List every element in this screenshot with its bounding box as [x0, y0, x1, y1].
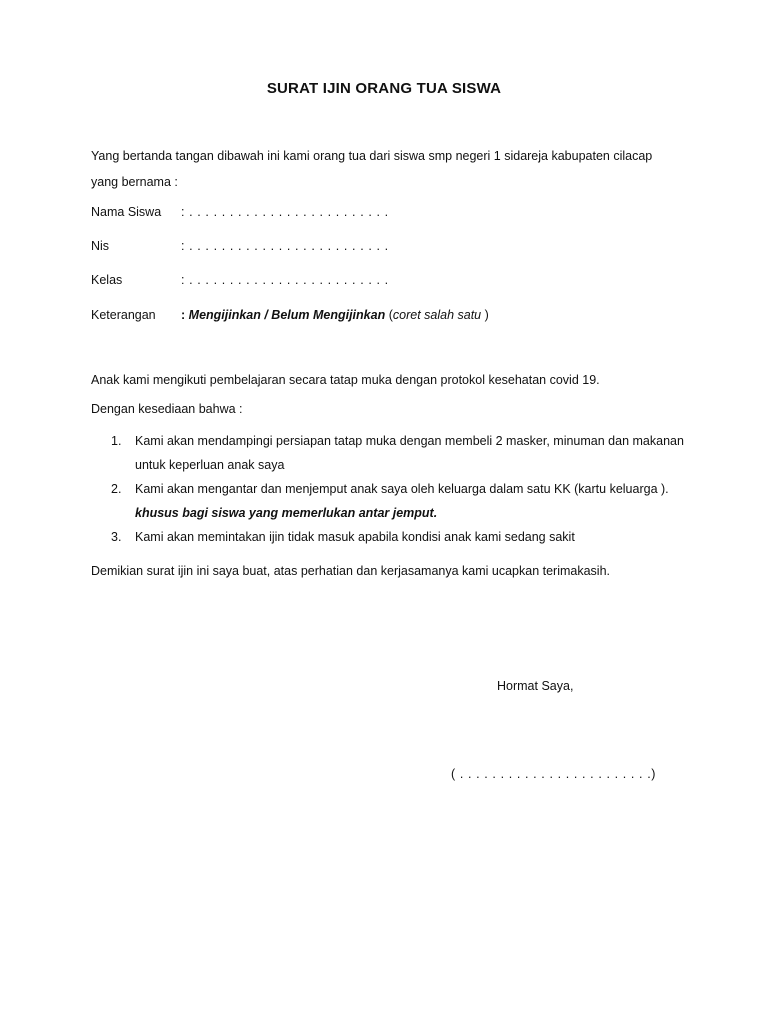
field-colon-keterangan: : [181, 308, 186, 322]
agreement-list [91, 429, 691, 549]
closing-salutation: Hormat Saya, [497, 679, 574, 693]
field-label-nama-siswa: Nama Siswa [91, 205, 162, 219]
field-options-keterangan: Mengijinkan / Belum Mengijinkan [188, 308, 386, 322]
list-item [91, 429, 691, 477]
field-keterangan [91, 306, 489, 324]
list-item-number: 2. [111, 482, 122, 496]
document-title: SURAT IJIN ORANG TUA SISWA [266, 80, 502, 97]
note-close-paren: ) [484, 308, 489, 322]
list-item-number: 1. [111, 434, 122, 448]
paragraph-penutup: Demikian surat ijin ini saya buat, atas perhatian dan kerjasamanya kami ucapkan terimakasih. [91, 564, 611, 578]
field-label-kelas: Kelas [91, 273, 123, 287]
field-kelas [91, 271, 389, 289]
field-label-nis: Nis [91, 239, 110, 253]
list-item-text: Kami akan mengantar dan menjemput anak saya oleh keluarga dalam satu KK (kartu keluarga ). [135, 482, 669, 496]
list-item [91, 477, 691, 525]
paragraph-pembelajaran: Anak kami mengikuti pembelajaran secara tatap muka dengan protokol kesehatan covid 19. [91, 373, 600, 387]
list-item-number: 3. [111, 530, 122, 544]
field-value-nama-siswa: : . . . . . . . . . . . . . . . . . . . . . . . . . [181, 205, 389, 219]
field-label-keterangan: Keterangan [91, 308, 156, 322]
list-item-text: Kami akan memintakan ijin tidak masuk apabila kondisi anak kami sedang sakit [135, 530, 575, 544]
list-item-emphasis: khusus bagi siswa yang memerlukan antar jemput. [135, 506, 438, 520]
field-value-nis: : . . . . . . . . . . . . . . . . . . . . . . . . . [181, 239, 389, 253]
list-item-text: Kami akan mendampingi persiapan tatap muka dengan membeli 2 masker, minuman dan makanan untuk keperluan anak saya [135, 434, 684, 472]
field-value-kelas: : . . . . . . . . . . . . . . . . . . . . . . . . . [181, 273, 389, 287]
paragraph-kesediaan: Dengan kesediaan bahwa : [91, 402, 243, 416]
field-nis [91, 237, 389, 255]
field-note-keterangan: coret salah satu [392, 308, 482, 322]
field-nama-siswa [91, 203, 389, 221]
note-open-paren: ( [388, 308, 393, 322]
list-item [91, 525, 691, 549]
intro-paragraph: Yang bertanda tangan dibawah ini kami orang tua dari siswa smp negeri 1 sidareja kabupaten cilacap yang bernama : [91, 149, 653, 189]
signature-line: ( . . . . . . . . . . . . . . . . . . . . . . . .) [451, 767, 657, 781]
